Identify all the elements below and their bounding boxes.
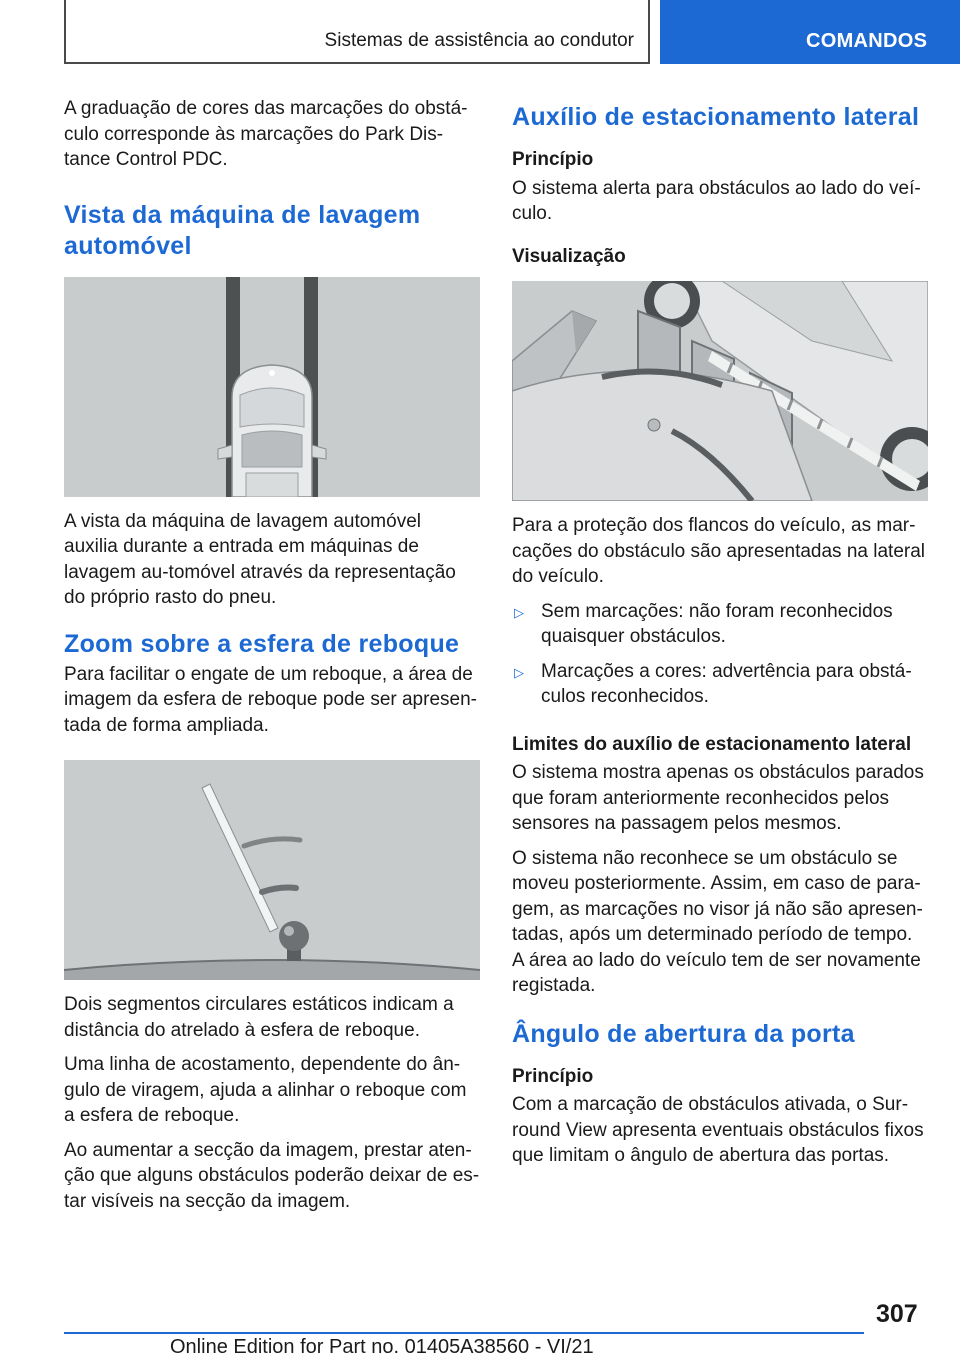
door-principle-text: Com a marcação de obstáculos ativada, o Sur-round View apresenta eventuais obstáculos fixos que limitam o ângulo de abertura das portas. — [512, 1094, 924, 1166]
door-principle-label: Princípio — [512, 1065, 594, 1087]
footer-rule — [64, 1332, 864, 1334]
limits-heading: Limites do auxílio de estacionamento lateral — [512, 733, 912, 755]
zoom-text: Para facilitar o engate de um reboque, a área de imagem da esfera de reboque pode ser apresen-tada de forma ampliada. — [64, 663, 477, 736]
footer-edition: Online Edition for Part no. 01405A38560 - VI/21 — [170, 1336, 594, 1358]
bullet-text: Sem marcações: não foram reconhecidos quaisquer obstáculos. — [541, 600, 893, 647]
side-parking-illustration — [512, 281, 928, 501]
header-section-tab — [660, 0, 960, 64]
zoom-paragraph-2: Uma linha de acostamento, dependente do ân-gulo de viragem, ajuda a alinhar o reboque com a esfera de reboque. — [64, 1054, 467, 1126]
carwash-text: A vista da máquina de lavagem automóvel auxilia durante a entrada em máquinas de lavagem au-tomóvel através da representação do próprio rasto do pneu. — [64, 510, 456, 608]
display-text: Para a proteção dos flancos do veículo, as mar-cações do obstáculo são apresentadas na lateral do veículo. — [512, 515, 925, 587]
bullet-text: Marcações a cores: advertência para obstá-culos reconhecidos. — [541, 660, 912, 707]
principle-label: Princípio — [512, 149, 594, 170]
bullet-item — [512, 599, 928, 650]
triangle-bullet-icon: ▷ — [514, 664, 524, 680]
intro-paragraph: A graduação de cores das marcações do obstá- culo corresponde às marcações do Park Dis- tance Control PDC. — [64, 98, 468, 170]
door-angle-heading: Ângulo de abertura da porta — [512, 1019, 855, 1048]
left-column — [64, 96, 480, 1223]
bullet-item — [512, 659, 928, 710]
zoom-heading: Zoom sobre a esfera de reboque — [64, 629, 460, 658]
zoom-paragraph-3: Ao aumentar a secção da imagem, prestar aten-ção que alguns obstáculos poderão deixar de es-tar visíveis na secção da imagem. — [64, 1139, 480, 1212]
limits-paragraph-1: O sistema mostra apenas os obstáculos parados que foram anteriormente reconhecidos pelos sensores na passagem pelos mesmos. — [512, 762, 924, 834]
carwash-heading: Vista da máquina de lavagem automóvel — [64, 200, 421, 260]
display-label: Visualização — [512, 245, 626, 267]
right-column — [512, 96, 928, 1178]
page-number: 307 — [876, 1300, 918, 1328]
header-title: Sistemas de assistência ao condutor — [324, 30, 634, 51]
header-section: COMANDOS — [806, 30, 928, 52]
carwash-illustration — [64, 277, 480, 497]
triangle-bullet-icon: ▷ — [514, 604, 524, 620]
zoom-paragraph-1: Dois segmentos circulares estáticos indicam a distância do atrelado à esfera de reboque. — [64, 994, 454, 1041]
tow-ball-illustration — [64, 760, 480, 980]
side-assist-heading: Auxílio de estacionamento lateral — [512, 103, 920, 131]
limits-paragraph-2: O sistema não reconhece se um obstáculo se moveu posteriormente. Assim, em caso de para-gem, as marcações no visor já não são apresen-tadas, após um determinado período de tempo. A área ao lado do veículo tem de ser novamente registada. — [512, 847, 923, 996]
header-title-box — [64, 0, 650, 64]
principle-text: O sistema alerta para obstáculos ao lado do veí-culo. — [512, 177, 921, 224]
